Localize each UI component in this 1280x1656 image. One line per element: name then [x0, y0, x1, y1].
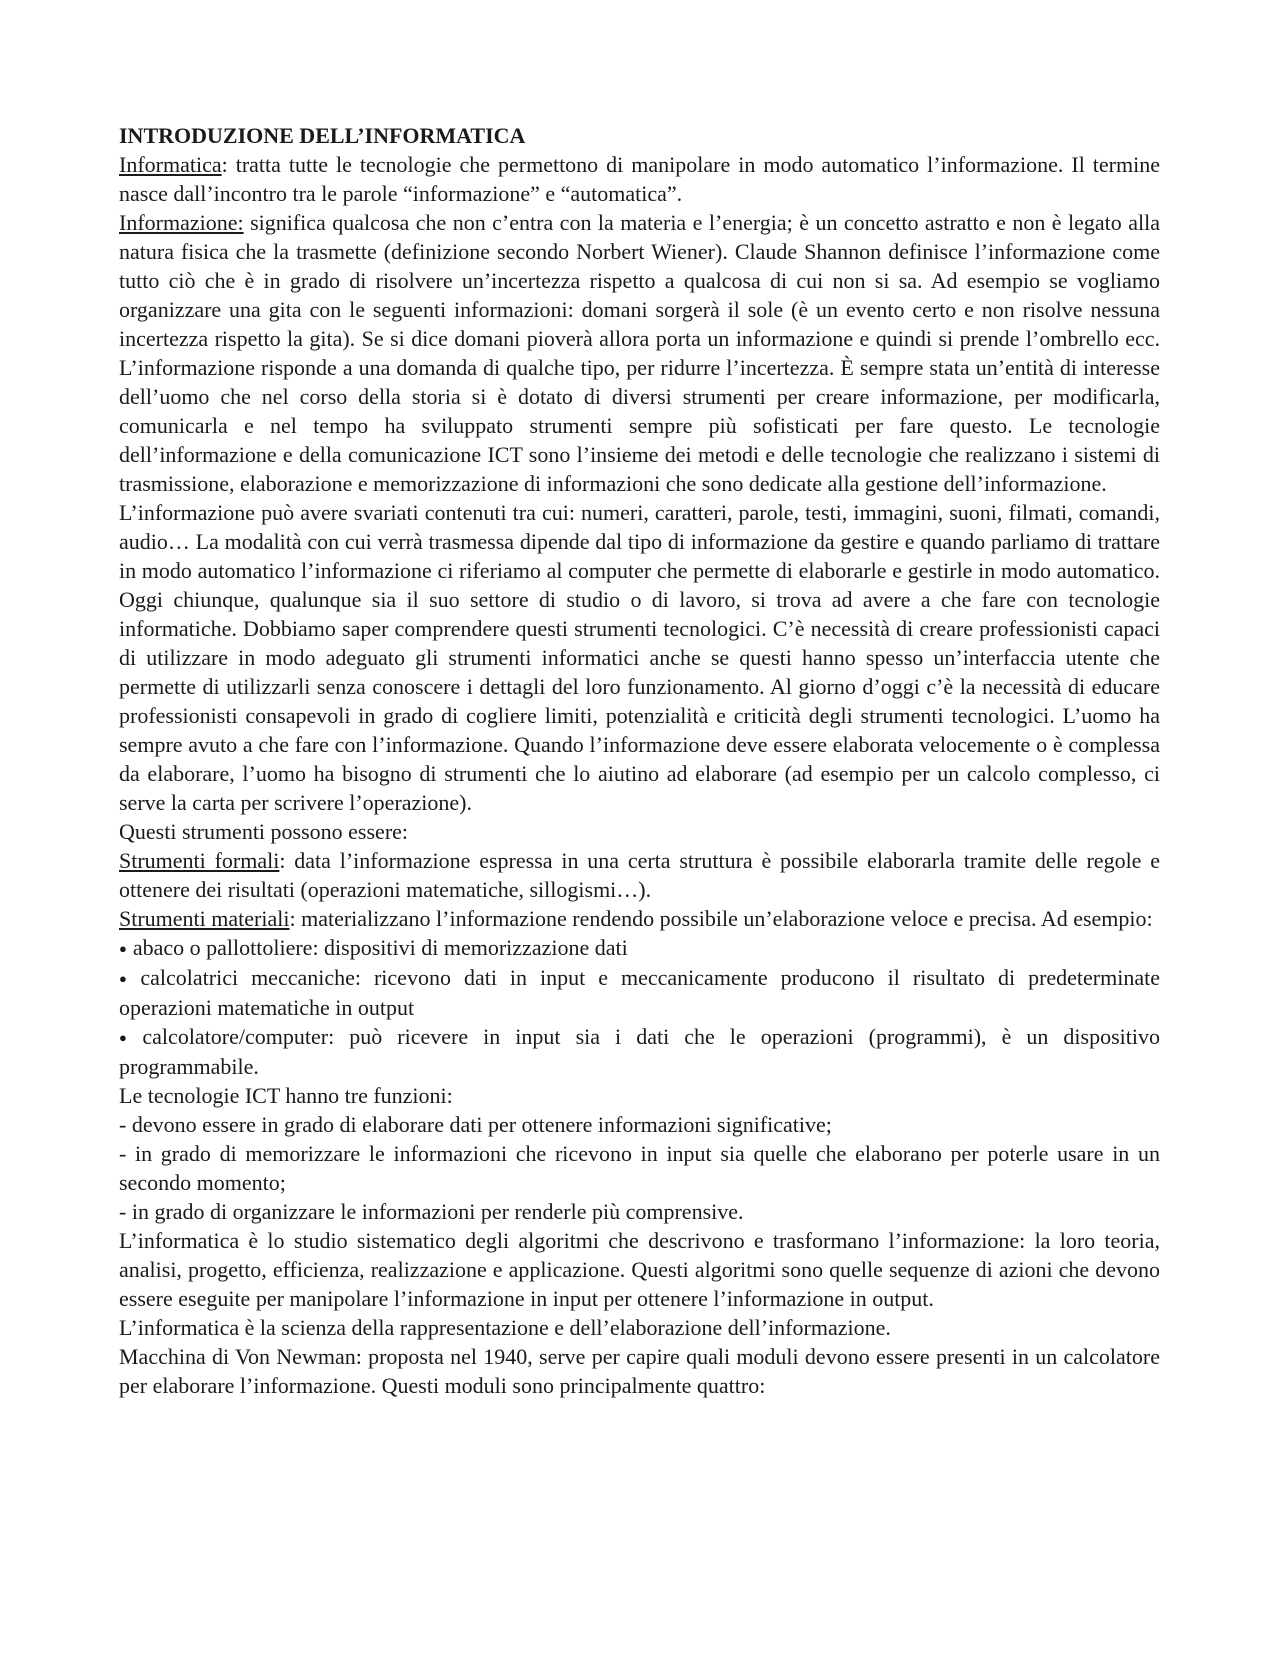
bullet-icon: ● [119, 1030, 137, 1045]
paragraph-text: : data l’informazione espressa in una certa struttura è possibile elaborarla tramite delle regole e ottenere dei risultati (operazioni matematiche, sillogismi…). [119, 848, 1161, 902]
paragraph-algoritmi: L’informatica è lo studio sistematico degli algoritmi che descrivono e trasformano l’informazione: la loro teoria, analisi, progetto, efficienza, realizzazione e applicazione. Questi algoritmi sono quelle sequenze di azioni che devono essere eseguite per manipolare l’informazione in input per ottenere l’informazione in output. [119, 1228, 1160, 1311]
paragraph-von-newman: Macchina di Von Newman: proposta nel 1940, serve per capire quali moduli devono essere presenti in un calcolatore per elaborare l’informazione. Questi moduli sono principalmente quattro: [119, 1344, 1160, 1398]
dash-item: - in grado di organizzare le informazioni per renderle più comprensive. [119, 1199, 744, 1224]
paragraph-strumenti-materiali [119, 904, 1160, 933]
term-informazione: Informazione: [119, 210, 244, 235]
list-item [119, 1022, 1160, 1081]
list-item-text: calcolatrici meccaniche: ricevono dati in input e meccanicamente producono il risultato di predeterminate operazioni matematiche in output [119, 965, 1161, 1020]
term-informatica: Informatica [119, 152, 222, 177]
paragraph-strumenti-intro: Questi strumenti possono essere: [119, 819, 409, 844]
dash-item: - in grado di memorizzare le informazioni che ricevono in input sia quelle che elaborano per poterle usare in un secondo momento; [119, 1141, 1160, 1195]
paragraph-scienza: L’informatica è la scienza della rappresentazione e dell’elaborazione dell’informazione. [119, 1315, 891, 1340]
dash-item: - devono essere in grado di elaborare dati per ottenere informazioni significative; [119, 1112, 832, 1137]
paragraph-text: : materializzano l’informazione rendendo possibile un’elaborazione veloce e precisa. Ad esempio: [289, 906, 1153, 931]
document-page [119, 121, 1160, 1400]
term-strumenti-materiali: Strumenti materiali [119, 906, 290, 931]
list-item-text: abaco o pallottoliere: dispositivi di memorizzazione dati [132, 935, 628, 960]
paragraph-informazione [119, 208, 1160, 498]
paragraph-informatica [119, 150, 1160, 208]
term-strumenti-formali: Strumenti formali [119, 848, 280, 873]
paragraph-ict-funzioni: Le tecnologie ICT hanno tre funzioni: [119, 1083, 453, 1108]
paragraph-contenuti: L’informazione può avere svariati contenuti tra cui: numeri, caratteri, parole, testi, immagini, suoni, filmati, comandi, audio… La modalità con cui verrà trasmessa dipende dal tipo di informazione da gestire e quando parliamo di trattare in modo automatico l’informazione ci riferiamo al computer che permette di elaborarle e gestirle in modo automatico. Oggi chiunque, qualunque sia il suo settore di studio o di lavoro, si trova ad avere a che fare con tecnologie informatiche. Dobbiamo saper comprendere questi strumenti tecnologici. C’è necessità di creare professionisti capaci di utilizzare in modo adeguato gli strumenti informatici anche se questi hanno spesso un’interfaccia utente che permette di utilizzarli senza conoscere i dettagli del loro funzionamento. Al giorno d’oggi c’è la necessità di educare professionisti consapevoli in grado di cogliere limiti, potenzialità e criticità degli strumenti tecnologici. L’uomo ha sempre avuto a che fare con l’informazione. Quando l’informazione deve essere elaborata velocemente o è complessa da elaborare, l’uomo ha bisogno di strumenti che lo aiutino ad elaborare (ad esempio per un calcolo complesso, ci serve la carta per scrivere l’operazione). [119, 500, 1160, 815]
paragraph-strumenti-formali [119, 846, 1160, 904]
bullet-icon: ● [119, 971, 135, 986]
list-item-text: calcolatore/computer: può ricevere in input sia i dati che le operazioni (programmi), è un dispositivo programmabile. [119, 1024, 1160, 1079]
list-item [119, 933, 1160, 963]
list-item [119, 963, 1160, 1022]
bullet-icon: ● [119, 941, 127, 956]
paragraph-text: significa qualcosa che non c’entra con la materia e l’energia; è un concetto astratto e non è legato alla natura fisica che la trasmette (definizione secondo Norbert Wiener). Claude Shannon definisce l’informazione come tutto ciò che è in grado di risolvere un’incertezza rispetto a qualcosa di cui non si sa. Ad esempio se vogliamo organizzare una gita con le seguenti informazioni: domani sorgerà il sole (è un evento certo e non risolve nessuna incertezza rispetto la gita). Se si dice domani pioverà allora porta un informazione e quindi si prende l’ombrello ecc. L’informazione risponde a una domanda di qualche tipo, per ridurre l’incertezza. È sempre stata un’entità di interesse dell’uomo che nel corso della storia si è dotato di diversi strumenti per creare informazione, per modificarla, comunicarla e nel tempo ha sviluppato strumenti sempre più sofisticati per fare questo. Le tecnologie dell’informazione e della comunicazione ICT sono l’insieme dei metodi e delle tecnologie che realizzano i sistemi di trasmissione, elaborazione e memorizzazione di informazioni che sono dedicate alla gestione dell’informazione. [119, 210, 1160, 496]
document-title: INTRODUZIONE DELL’INFORMATICA [119, 123, 526, 148]
paragraph-text: : tratta tutte le tecnologie che permettono di manipolare in modo automatico l’informazione. Il termine nasce dall’incontro tra le parole “informazione” e “automatica”. [119, 152, 1160, 206]
